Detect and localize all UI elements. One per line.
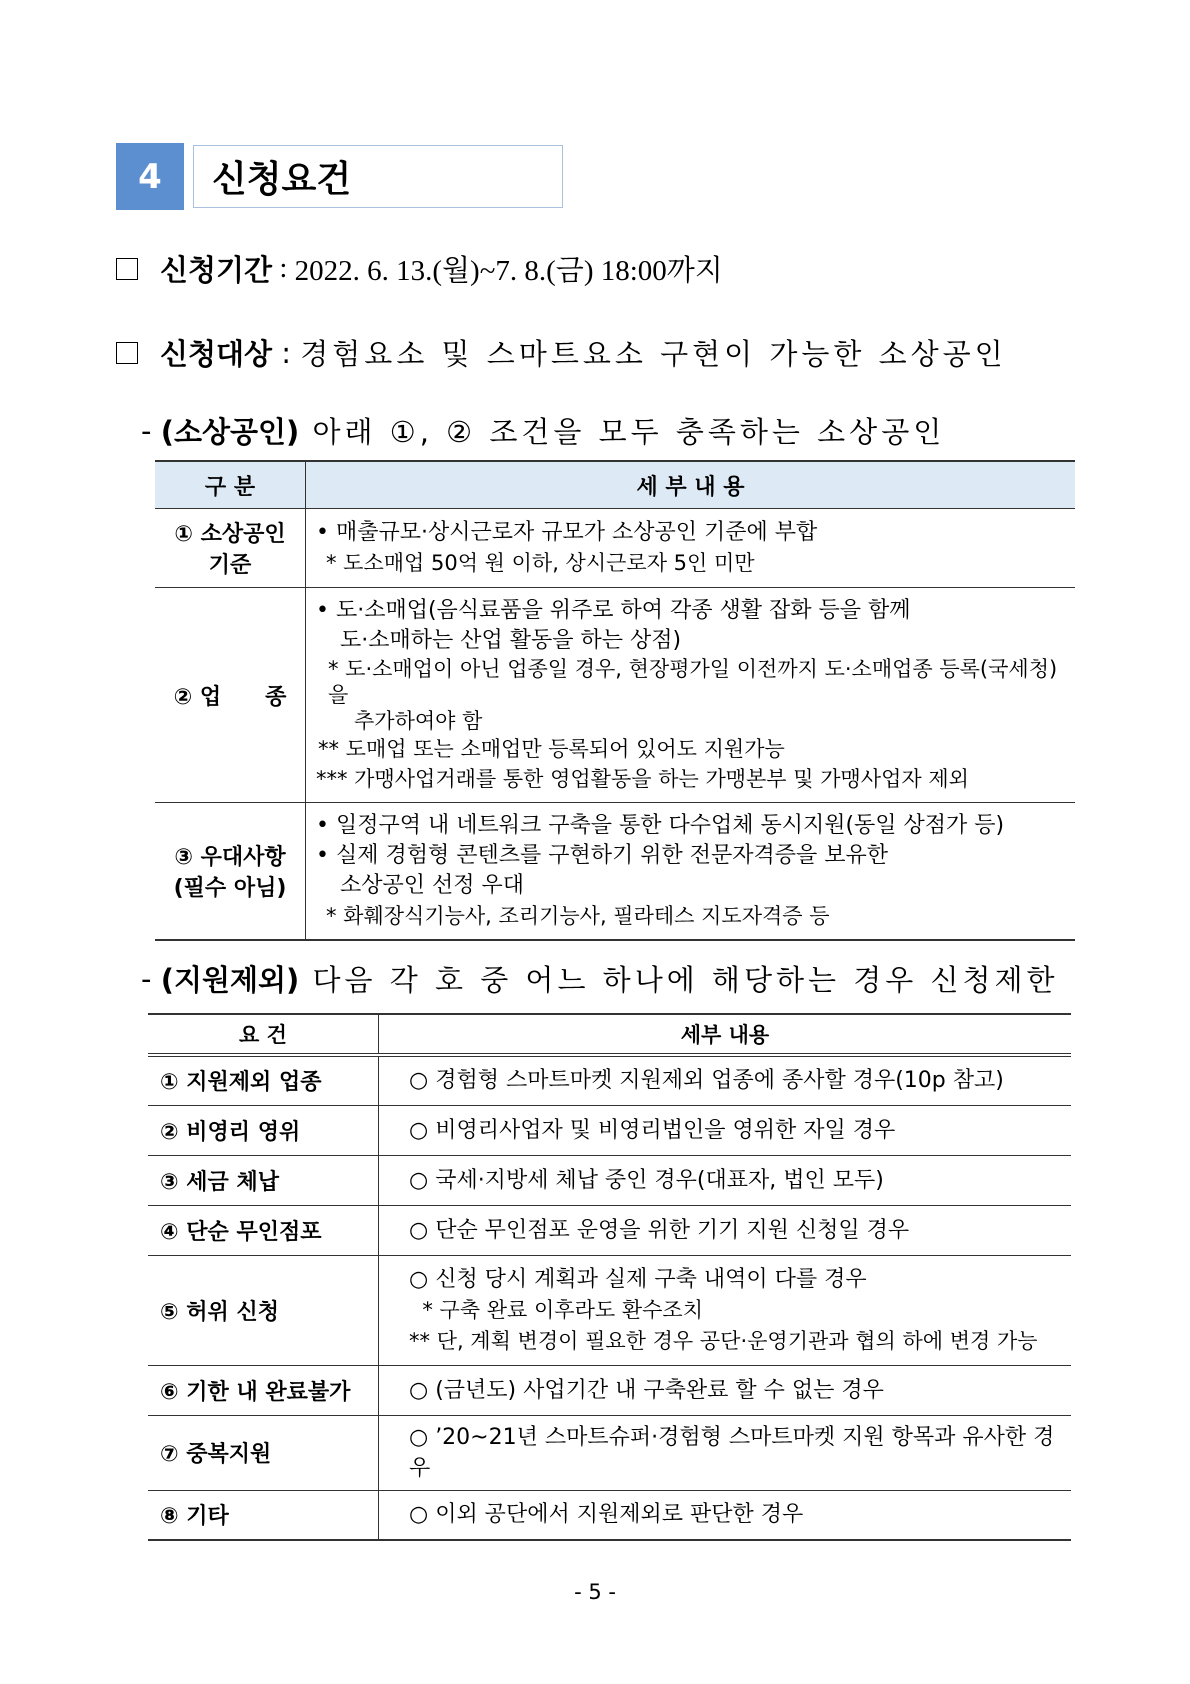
table-row bbox=[148, 1490, 1071, 1540]
detail-line: • 실제 경험형 콘텐츠를 구현하기 위한 전문자격증을 보유한 bbox=[316, 843, 888, 868]
header-category: 구 분 bbox=[155, 461, 306, 509]
detail-note: *** 가맹사업거래를 통한 영업활동을 하는 가맹본부 및 가맹사업자 제외 bbox=[316, 767, 969, 791]
exclusion-heading bbox=[141, 958, 1059, 999]
row-category: ⑦ 중복지원 bbox=[148, 1415, 379, 1490]
row-detail: ○ ’20~21년 스마트슈퍼·경험형 스마트마켓 지원 항목과 유사한 경우 bbox=[379, 1415, 1072, 1490]
application-period bbox=[116, 248, 723, 289]
section-title bbox=[193, 145, 563, 208]
table-row bbox=[148, 1155, 1071, 1205]
period-value: 2022. 6. 13.(월)~7. 8.(금) 18:00까지 bbox=[294, 255, 723, 287]
row-detail: ○ 국세·지방세 체납 중인 경우(대표자, 법인 모두) bbox=[379, 1155, 1072, 1205]
exclusion-table bbox=[148, 1013, 1071, 1541]
table-row bbox=[155, 803, 1075, 941]
target-value: 경험요소 및 스마트요소 구현이 가능한 소상공인 bbox=[300, 337, 1007, 371]
section-title-text: 신청요건 bbox=[212, 159, 352, 200]
detail-note: * 도·소매업이 아닌 업종일 경우, 현장평가일 이전까지 도·소매업종 등록(국세청)을 bbox=[328, 657, 1058, 707]
header-requirement: 요 건 bbox=[148, 1014, 379, 1055]
row-detail: ○ 비영리사업자 및 비영리법인을 영위한 자일 경우 bbox=[379, 1105, 1072, 1155]
row-category bbox=[155, 509, 306, 588]
checkbox-square-icon bbox=[116, 342, 138, 364]
page-number: - 5 - bbox=[574, 1580, 616, 1604]
target-label: 신청대상 bbox=[160, 337, 273, 371]
detail-note: * 화훼장식기능사, 조리기능사, 필라테스 지도자격증 등 bbox=[326, 904, 830, 928]
section-number-badge: 4 bbox=[116, 143, 184, 210]
row-category bbox=[155, 588, 306, 803]
small-business-label: (소상공인) bbox=[160, 415, 300, 449]
detail-line: • 일정구역 내 네트워크 구축을 통한 다수업체 동시지원(동일 상점가 등) bbox=[316, 813, 1005, 838]
small-business-desc: 아래 ①, ② 조건을 모두 충족하는 소상공인 bbox=[299, 415, 946, 449]
detail-line: 소상공인 선정 우대 bbox=[340, 873, 525, 898]
period-label: 신청기간 bbox=[160, 253, 273, 287]
table-row bbox=[155, 509, 1075, 588]
table-header-row bbox=[148, 1014, 1071, 1055]
detail-line: 도·소매하는 산업 활동을 하는 상점) bbox=[340, 628, 682, 653]
application-target bbox=[116, 332, 1007, 373]
detail-note: ** 도매업 또는 소매업만 등록되어 있어도 지원가능 bbox=[318, 737, 785, 761]
dash-marker: - bbox=[141, 961, 161, 996]
table-row bbox=[148, 1255, 1071, 1365]
table-row bbox=[148, 1105, 1071, 1155]
row-detail: ○ (금년도) 사업기간 내 구축완료 할 수 없는 경우 bbox=[379, 1365, 1072, 1415]
row-category: ⑤ 허위 신청 bbox=[148, 1255, 379, 1365]
row-detail bbox=[379, 1255, 1072, 1365]
exclusion-label: (지원제외) bbox=[160, 963, 300, 997]
detail-note: * 도소매업 50억 원 이하, 상시근로자 5인 미만 bbox=[326, 551, 755, 575]
detail-line: • 도·소매업(음식료품을 위주로 하여 각종 생활 잡화 등을 함께 bbox=[316, 598, 911, 623]
table-row bbox=[148, 1205, 1071, 1255]
row-detail bbox=[306, 588, 1076, 803]
detail-line: • 매출규모·상시근로자 규모가 소상공인 기준에 부합 bbox=[316, 520, 818, 545]
detail-note: ** 단, 계획 변경이 필요한 경우 공단·운영기관과 협의 하에 변경 가능 bbox=[409, 1328, 1038, 1353]
period-sep: : bbox=[272, 252, 295, 284]
category-line: (필수 아님) bbox=[173, 876, 287, 901]
row-category: ④ 단순 무인점포 bbox=[148, 1205, 379, 1255]
detail-note: * 구축 완료 이후라도 환수조치 bbox=[409, 1297, 703, 1322]
row-category: ① 지원제외 업종 bbox=[148, 1055, 379, 1105]
header-detail: 세 부 내 용 bbox=[306, 461, 1076, 509]
dash-marker: - bbox=[141, 413, 161, 448]
row-category: ③ 세금 체납 bbox=[148, 1155, 379, 1205]
category-line: ② 업 종 bbox=[173, 684, 287, 710]
category-line: ① 소상공인 bbox=[174, 522, 286, 547]
target-sep: : bbox=[272, 335, 301, 370]
row-detail bbox=[306, 509, 1076, 588]
row-detail: ○ 경험형 스마트마켓 지원제외 업종에 종사할 경우(10p 참고) bbox=[379, 1055, 1072, 1105]
requirements-table bbox=[155, 460, 1075, 941]
table-row bbox=[148, 1365, 1071, 1415]
table-header-row bbox=[155, 461, 1075, 509]
table-row bbox=[155, 588, 1075, 803]
row-detail bbox=[306, 803, 1076, 941]
row-category: ② 비영리 영위 bbox=[148, 1105, 379, 1155]
row-category: ⑥ 기한 내 완료불가 bbox=[148, 1365, 379, 1415]
table-row bbox=[148, 1415, 1071, 1490]
row-category: ⑧ 기타 bbox=[148, 1490, 379, 1540]
category-line: ③ 우대사항 bbox=[174, 845, 286, 870]
row-detail: ○ 이외 공단에서 지원제외로 판단한 경우 bbox=[379, 1490, 1072, 1540]
table-row bbox=[148, 1055, 1071, 1105]
category-line: 기준 bbox=[208, 553, 252, 578]
detail-note: 추가하여야 함 bbox=[354, 709, 483, 733]
detail-line: ○ 신청 당시 계획과 실제 구축 내역이 다를 경우 bbox=[409, 1266, 867, 1292]
row-category bbox=[155, 803, 306, 941]
row-detail: ○ 단순 무인점포 운영을 위한 기기 지원 신청일 경우 bbox=[379, 1205, 1072, 1255]
header-detail: 세부 내용 bbox=[379, 1014, 1072, 1055]
exclusion-desc: 다음 각 호 중 어느 하나에 해당하는 경우 신청제한 bbox=[299, 963, 1059, 997]
checkbox-square-icon bbox=[116, 258, 138, 280]
small-business-heading bbox=[141, 410, 945, 451]
